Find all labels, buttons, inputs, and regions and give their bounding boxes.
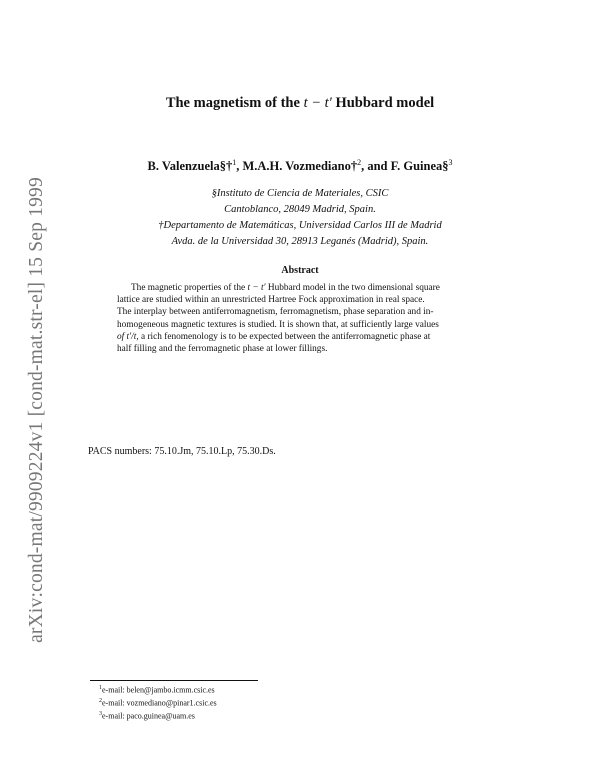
author-separator: , and [361, 159, 391, 174]
abstract-text: , a rich fenomenology is to be expected between the antiferromagnetic phase at [136, 331, 431, 342]
footnote-email: e-mail: paco.guinea@uam.es [102, 711, 195, 721]
author-name: F. Guinea [390, 159, 443, 174]
title-text-start: The magnetism of the [165, 95, 304, 111]
footnote [99, 709, 217, 722]
footnotes [99, 683, 217, 722]
abstract-line: The interplay between antiferromagnetism, ferromagnetism, phase separation and in- [117, 307, 434, 318]
abstract-body [117, 282, 485, 355]
abstract-line: lattice are studied within an unrestricted Hartree Fock approximation in real space. [117, 295, 425, 306]
footnote-rule [90, 680, 258, 681]
paper-title [0, 95, 600, 112]
abstract-line: half filling and the ferromagnetic phase at lower fillings. [117, 344, 328, 355]
author-marks: † [350, 159, 358, 174]
author-list [0, 158, 600, 174]
author-name: B. Valenzuela [147, 159, 220, 174]
abstract-line: homogeneous magnetic textures is studied. It is shown that, at sufficiently large values [117, 319, 439, 330]
author-marks: §† [219, 159, 233, 174]
author-separator: , [236, 159, 243, 174]
footnote [99, 696, 217, 709]
abstract-text: The magnetic properties of the [131, 283, 248, 293]
footnote [99, 683, 217, 696]
title-model: t − t′ [303, 95, 332, 111]
affiliations [0, 186, 600, 250]
author-footnote-mark: 3 [448, 158, 453, 167]
footnote-number: 2 [99, 698, 102, 705]
author-name: M.A.H. Vozmediano [242, 159, 351, 174]
author-marks: § [442, 159, 449, 174]
author-footnote-mark: 2 [357, 158, 362, 167]
footnote-email: e-mail: vozmediano@pinar1.csic.es [102, 698, 217, 708]
title-text-end: Hubbard model [331, 95, 435, 111]
abstract-math: of t′/t [117, 331, 137, 342]
affiliation-line: Cantoblanco, 28049 Madrid, Spain. [224, 204, 376, 215]
abstract-text: Hubbard model in the two dimensional square [265, 283, 440, 293]
abstract-math: t − t′ [247, 283, 266, 293]
pacs-numbers: PACS numbers: 75.10.Jm, 75.10.Lp, 75.30.Ds. [88, 446, 276, 457]
footnote-number: 1 [99, 685, 102, 691]
abstract-line [117, 282, 485, 294]
affiliation-line: †Departamento de Matemáticas, Universidad Carlos III de Madrid [158, 220, 442, 231]
affiliation-line: §Instituto de Ciencia de Materiales, CSIC [211, 188, 389, 199]
abstract-heading: Abstract [281, 265, 319, 276]
author-footnote-mark: 1 [232, 158, 237, 167]
arxiv-stamp: arXiv:cond-mat/9909224v1 [cond-mat.str-el] 15 Sep 1999 [26, 177, 47, 643]
footnote-number: 3 [99, 711, 102, 718]
affiliation-line: Avda. de la Universidad 30, 28913 Leganés (Madrid), Spain. [171, 236, 429, 247]
footnote-email: e-mail: belen@jambo.icmm.csic.es [102, 685, 215, 695]
abstract-line [117, 331, 485, 343]
